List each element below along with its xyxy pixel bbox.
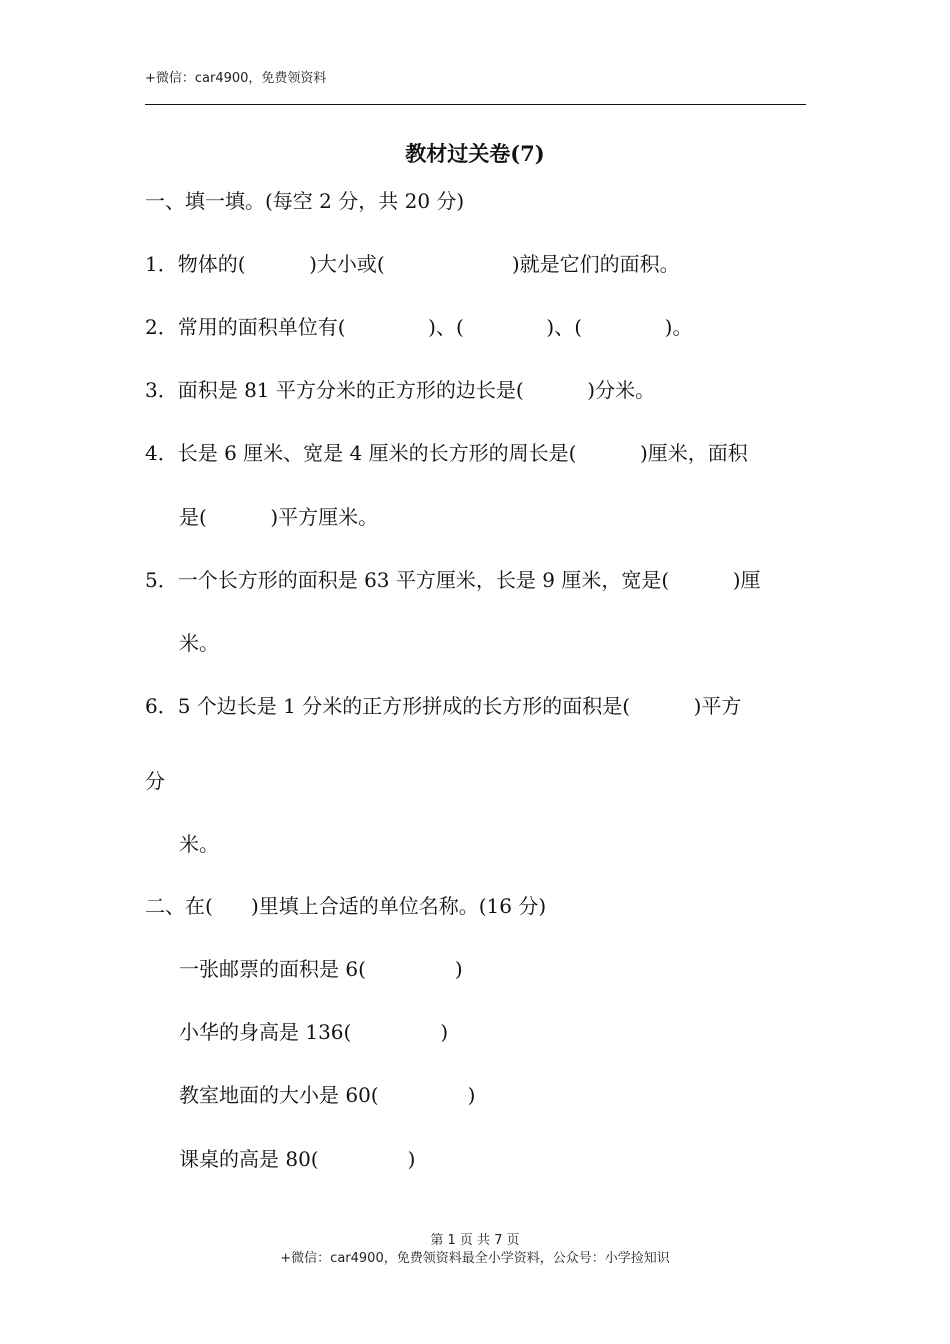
section-2-item: 教室地面的大小是 60( ) xyxy=(179,1083,476,1107)
page-number: 第 1 页 共 7 页 xyxy=(430,1233,520,1248)
question-4-line-1: 4．长是 6 厘米、宽是 4 厘米的长方形的周长是( )厘米，面积 xyxy=(145,441,748,465)
question-5-line-2: 米。 xyxy=(179,631,219,655)
section-2-item: 小华的身高是 136( ) xyxy=(179,1020,449,1044)
question-6-line-2: 分 xyxy=(145,769,165,793)
question-2: 2．常用的面积单位有( )、( )、( )。 xyxy=(145,315,693,339)
question-1: 1．物体的( )大小或( )就是它们的面积。 xyxy=(145,252,680,276)
header-divider xyxy=(145,104,806,105)
footer-note: +微信：car4900，免费领资料最全小学资料，公众号：小学捡知识 xyxy=(280,1251,670,1266)
section-1-heading: 一、填一填。(每空 2 分，共 20 分) xyxy=(145,189,465,213)
section-2-heading: 二、在( )里填上合适的单位名称。(16 分) xyxy=(145,894,547,918)
section-2-item: 一张邮票的面积是 6( ) xyxy=(179,957,463,981)
page-title: 教材过关卷(7) xyxy=(405,141,545,166)
question-6-line-3: 米。 xyxy=(179,832,219,856)
section-2-item: 课桌的高是 80( ) xyxy=(179,1147,416,1171)
question-3: 3．面积是 81 平方分米的正方形的边长是( )分米。 xyxy=(145,378,656,402)
question-5-line-1: 5．一个长方形的面积是 63 平方厘米，长是 9 厘米，宽是( )厘 xyxy=(145,568,761,592)
header-note: +微信：car4900，免费领资料 xyxy=(145,71,327,86)
question-6-line-1: 6．5 个边长是 1 分米的正方形拼成的长方形的面积是( )平方 xyxy=(145,694,742,718)
question-4-line-2: 是( )平方厘米。 xyxy=(179,505,379,529)
